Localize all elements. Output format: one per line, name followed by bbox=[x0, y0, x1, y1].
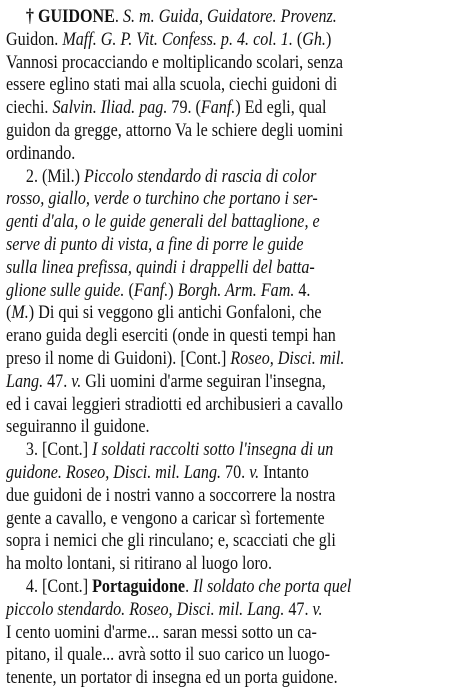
text-segment: 3. [Cont.] bbox=[25, 439, 93, 461]
text-line bbox=[6, 416, 385, 439]
text-segment: Gh. bbox=[302, 28, 326, 50]
text-line bbox=[6, 325, 385, 348]
text-segment: ) bbox=[325, 28, 332, 50]
text-segment: 79. ( bbox=[167, 97, 201, 119]
text-line bbox=[6, 97, 385, 120]
text-segment: pitano, il quale... avrà sotto il suo carico un luogo- bbox=[6, 644, 331, 666]
text-line bbox=[6, 667, 385, 690]
text-segment: erano guida degli eserciti (onde in questi tempi han bbox=[6, 325, 336, 347]
text-segment: essere eglino stati mai alla scuola, ciechi guidoni di bbox=[6, 74, 338, 96]
text-line bbox=[6, 29, 385, 52]
text-segment: 70. bbox=[221, 461, 250, 483]
text-segment: ( bbox=[292, 28, 303, 50]
text-line bbox=[6, 576, 385, 599]
text-segment: 47. bbox=[284, 598, 313, 620]
text-line bbox=[6, 599, 385, 622]
text-segment: serve di punto di vista, a fine di porre le guide bbox=[6, 233, 304, 255]
text-line bbox=[6, 6, 385, 29]
text-segment: Guidon. bbox=[6, 28, 63, 50]
text-line bbox=[6, 439, 385, 462]
text-segment: ) Ed egli, qual bbox=[235, 97, 327, 119]
text-segment: Lang. bbox=[6, 370, 44, 392]
text-line bbox=[6, 508, 385, 531]
text-segment: sulla linea prefissa, quindi i drappelli del batta- bbox=[6, 256, 315, 278]
text-line bbox=[6, 348, 385, 371]
text-segment: due guidoni de i nostri vanno a soccorrere la nostra bbox=[6, 484, 336, 506]
text-segment: gente a cavallo, e vengono a caricar sì fortemente bbox=[6, 507, 325, 529]
text-segment: glione sulle guide. bbox=[6, 279, 125, 301]
text-line bbox=[6, 280, 385, 303]
text-segment: Salvin. Iliad. pag. bbox=[52, 97, 168, 119]
text-segment: genti d'ala, o le guide generali del battaglione, e bbox=[6, 211, 320, 233]
text-segment: 47. bbox=[43, 370, 72, 392]
text-segment: v. bbox=[249, 461, 260, 483]
text-segment: S. m. Guida, Guidatore. Provenz. bbox=[122, 6, 337, 27]
text-segment: Fanf. bbox=[200, 97, 236, 119]
text-segment: Gli uomini d'arme seguiran l'insegna, bbox=[81, 370, 326, 392]
text-segment: 2. (Mil.) bbox=[25, 165, 85, 187]
text-segment: . bbox=[185, 575, 194, 597]
text-line bbox=[6, 52, 385, 75]
text-segment: Il soldato che porta quel bbox=[193, 575, 352, 597]
text-line bbox=[6, 485, 385, 508]
text-segment: ed i cavai leggieri stradiotti ed archibusieri a cavallo bbox=[6, 393, 343, 415]
text-line bbox=[6, 394, 385, 417]
text-segment: † GUIDONE bbox=[25, 6, 115, 27]
text-line bbox=[6, 166, 385, 189]
text-segment: ) Di qui si veggono gli antichi Gonfaloni, che bbox=[28, 302, 322, 324]
text-segment: seguiranno il guidone. bbox=[6, 416, 150, 438]
text-segment: Piccolo stendardo di rascia di color bbox=[84, 165, 317, 187]
text-line bbox=[6, 257, 385, 280]
text-segment: guidone. Roseo, Disci. mil. Lang. bbox=[6, 461, 222, 483]
text-line bbox=[6, 622, 385, 645]
text-segment: 4. bbox=[294, 279, 311, 301]
text-segment: preso il nome di Guidoni). [Cont.] bbox=[6, 347, 231, 369]
text-segment: M. bbox=[11, 302, 29, 324]
text-segment: ( bbox=[124, 279, 134, 301]
text-segment: 4. [Cont.] bbox=[25, 575, 93, 597]
text-segment: Borgh. Arm. Fam. bbox=[177, 279, 295, 301]
text-line bbox=[6, 74, 385, 97]
text-line bbox=[6, 302, 385, 325]
text-line bbox=[6, 462, 385, 485]
text-segment: Maff. G. P. Vit. Confess. p. 4. col. 1. bbox=[62, 28, 293, 50]
text-segment: guidon da gregge, attorno Va le schiere degli uomini bbox=[6, 119, 344, 141]
text-segment: ordinando. bbox=[6, 142, 76, 164]
text-line bbox=[6, 120, 385, 143]
text-segment: ) bbox=[168, 279, 178, 301]
text-segment: Vannosi procacciando e moltiplicando scolari, senza bbox=[6, 51, 343, 73]
text-line bbox=[6, 143, 385, 166]
text-segment: v. bbox=[71, 370, 82, 392]
text-segment: Fanf. bbox=[133, 279, 169, 301]
text-segment: rosso, giallo, verde o turchino che portano i ser- bbox=[6, 188, 318, 210]
text-segment: ciechi. bbox=[6, 97, 53, 119]
text-segment: tenente, un portator di insegna ed un porta guidone. bbox=[6, 667, 338, 689]
text-line bbox=[6, 371, 385, 394]
text-line bbox=[6, 553, 385, 576]
text-segment: Intanto bbox=[259, 461, 309, 483]
text-line bbox=[6, 530, 385, 553]
text-segment: ( bbox=[6, 302, 12, 324]
text-segment: Roseo, Disci. mil. bbox=[230, 347, 345, 369]
text-segment: ha molto lontani, si ritirano al luogo loro. bbox=[6, 553, 272, 575]
text-segment: sopra i nemici che gli rinculano; e, scacciati che gli bbox=[6, 530, 336, 552]
text-segment: I soldati raccolti sotto l'insegna di un bbox=[92, 439, 334, 461]
text-segment: piccolo stendardo. Roseo, Disci. mil. Lang. bbox=[6, 598, 285, 620]
text-segment: v. bbox=[312, 598, 323, 620]
text-segment: Portaguidone bbox=[92, 575, 186, 597]
text-line bbox=[6, 188, 385, 211]
text-segment: I cento uomini d'arme... saran messi sotto un ca- bbox=[6, 621, 317, 643]
text-segment: . bbox=[114, 6, 123, 27]
text-line bbox=[6, 211, 385, 234]
text-line bbox=[6, 234, 385, 257]
